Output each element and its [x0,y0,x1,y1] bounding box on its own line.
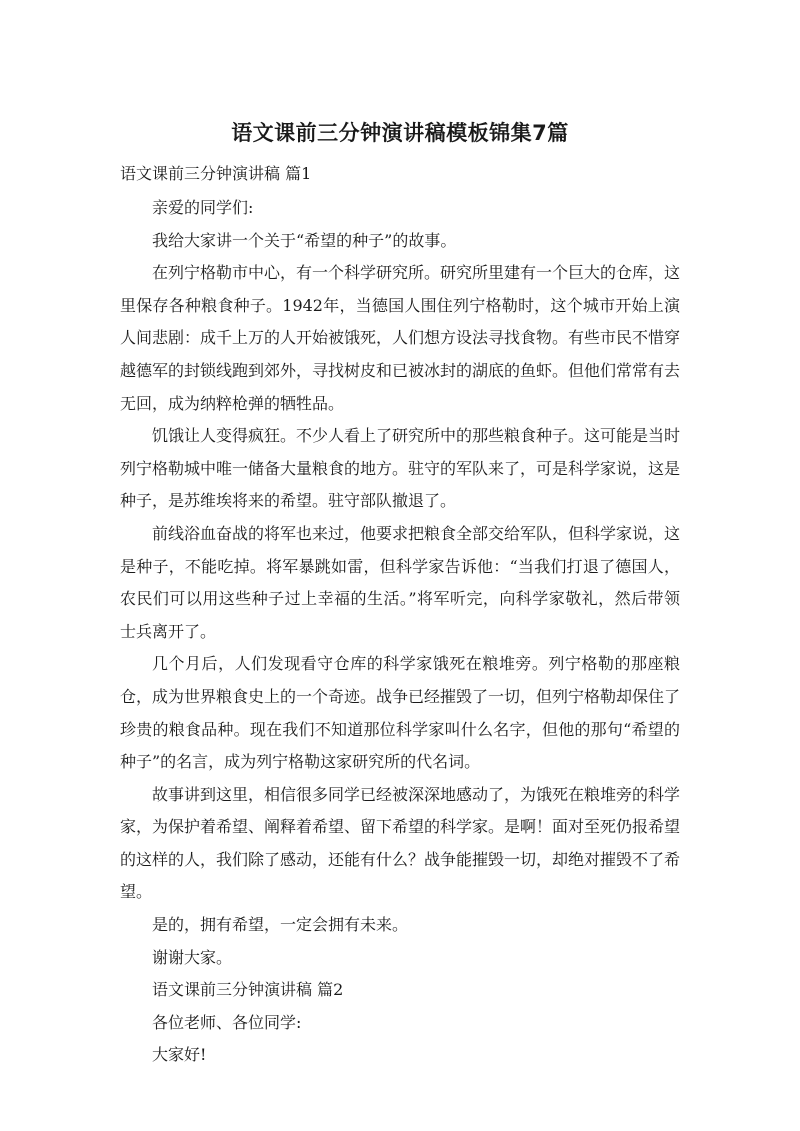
paragraph-hello: 大家好! [152,1045,207,1065]
paragraph: 故事讲到这里，相信很多同学已经被深深地感动了，为饿死在粮堆旁的科学家，为保护着希望、阐释着希望、留下希望的科学家。是啊！面对至死仍报希望的这样的人，我们除了感动，还能有什么？战争能摧毁一切，却绝对摧毁不了希望。 [120,784,681,902]
section-2-heading: 语文课前三分钟演讲稿 篇2 [152,980,344,1000]
paragraph-greeting: 亲爱的同学们: [152,198,254,217]
document-title: 语文课前三分钟演讲稿模板锦集7篇 [231,121,569,145]
paragraph-thanks: 谢谢大家。 [152,947,233,967]
section-1-heading: 语文课前三分钟演讲稿 篇1 [120,164,312,183]
paragraph: 几个月后，人们发现看守仓库的科学家饿死在粮堆旁。列宁格勒的那座粮仓，成为世界粮食史上的一个奇迹。战争已经摧毁了一切，但列宁格勒却保住了珍贵的粮食品种。现在我们不知道那位科学家叫什么名字，但他的那句“希望的种子”的名言，成为列宁格勒这家研究所的代名词。 [120,654,681,772]
paragraph-closing: 是的，拥有希望，一定会拥有未来。 [152,915,409,935]
paragraph-greeting-2: 各位老师、各位同学: [152,1012,302,1032]
paragraph: 在列宁格勒市中心，有一个科学研究所。研究所里建有一个巨大的仓库，这里保存各种粮食种子。1942年，当德国人围住列宁格勒时，这个城市开始上演人间悲剧：成千上万的人开始被饿死，人们想方设法寻找食物。有些市民不惜穿越德军的封锁线跑到郊外，寻找树皮和已被冰封的湖底的鱼虾。但他们常常有去无回，成为纳粹枪弹的牺牲品。 [120,263,681,413]
paragraph: 前线浴血奋战的将军也来过，他要求把粮食全部交给军队，但科学家说，这是种子，不能吃掉。将军暴跳如雷，但科学家告诉他：“当我们打退了德国人，农民们可以用这些种子过上幸福的生活。”将军听完，向科学家敬礼，然后带领士兵离开了。 [120,523,681,641]
paragraph-intro: 我给大家讲一个关于“希望的种子”的故事。 [152,230,457,250]
paragraph: 饥饿让人变得疯狂。不少人看上了研究所中的那些粮食种子。这可能是当时列宁格勒城中唯一储备大量粮食的地方。驻守的军队来了，可是科学家说，这是种子，是苏维埃将来的希望。驻守部队撤退了。 [120,426,681,511]
document-body [120,192,680,1072]
